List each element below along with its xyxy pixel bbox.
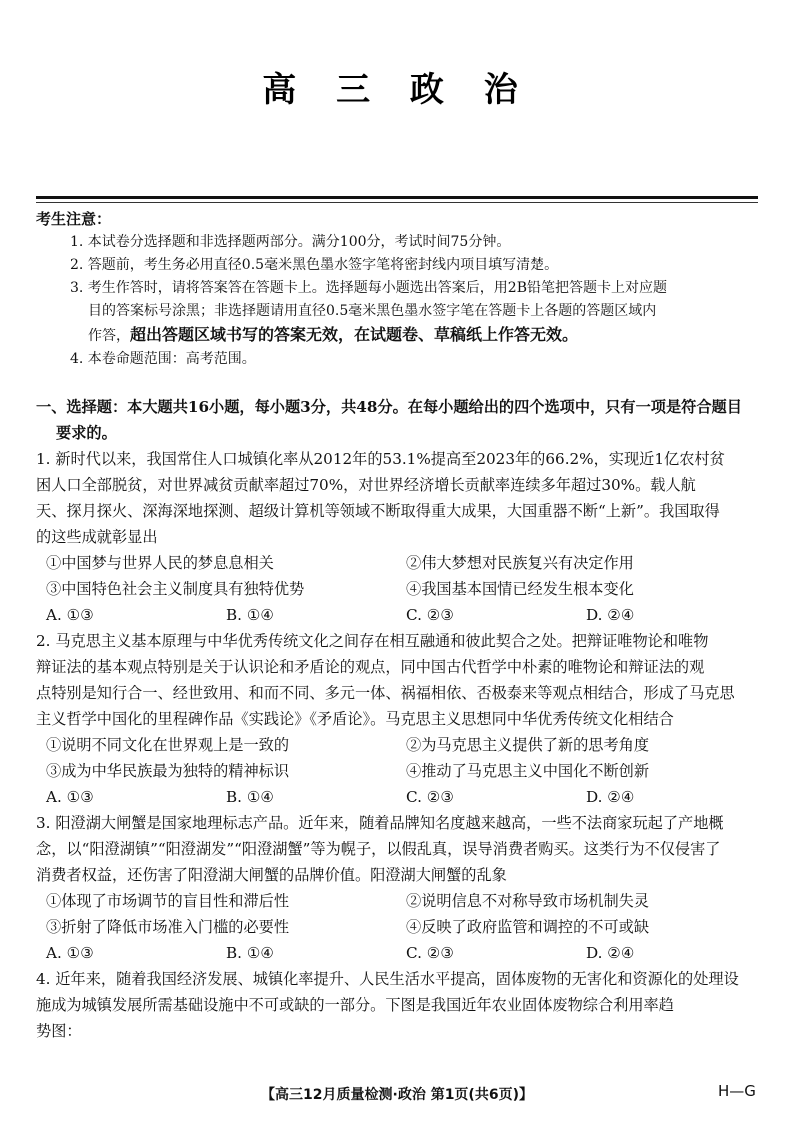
note-4: 4. 本卷命题范围：高考范围。 (70, 351, 256, 367)
paper-code: H—G (718, 1082, 756, 1100)
question-stem-line: 1. 新时代以来，我国常住人口城镇化率从2012年的53.1%提高至2023年的66.2%，实现近1亿农村贫 (36, 450, 725, 468)
note-3-cont-2 (36, 323, 766, 348)
question-stem-line: 念，以“阳澄湖镇”“阳澄湖发”“阳澄湖蟹”等为幌子，以假乱真，误导消费者购买。这类行为不仅侵害了 (36, 840, 721, 858)
note-2: 2. 答题前，考生务必用直径0.5毫米黑色墨水签字笔将密封线内项目填写清楚。 (70, 257, 559, 273)
note-1: 1. 本试卷分选择题和非选择题两部分。满分100分，考试时间75分钟。 (70, 234, 511, 250)
option-3: ③成为中华民族最为独特的精神标识 (46, 762, 289, 780)
note-3-emphasis: 超出答题区域书写的答案无效，在试题卷、草稿纸上作答无效。 (130, 325, 579, 344)
answer-c: C. ②③ (406, 788, 454, 806)
option-4: ④我国基本国情已经发生根本变化 (406, 580, 634, 598)
page-footer: 【高三12月质量检测·政治 第1页(共6页)】 (261, 1087, 533, 1103)
section-heading: 一、选择题：本大题共16小题，每小题3分，共48分。在每小题给出的四个选项中，只有一项是符合题目 (36, 398, 742, 416)
note-3-cont: 目的答案标号涂黑；非选择题请用直径0.5毫米黑色墨水签字笔在答题卡上各题的答题区域内 (88, 303, 657, 319)
option-4: ④反映了政府监管和调控的不可或缺 (406, 918, 649, 936)
question-stem-line: 天、探月探火、深海深地探测、超级计算机等领域不断取得重大成果，大国重器不断“上新”。我国取得 (36, 502, 720, 520)
option-2: ②为马克思主义提供了新的思考角度 (406, 736, 649, 754)
question-stem-line: 施成为城镇发展所需基础设施中不可或缺的一部分。下图是我国近年农业固体废物综合利用率趋 (36, 996, 674, 1014)
answer-d: D. ②④ (586, 606, 635, 624)
note-3-plain: 作答， (88, 328, 130, 344)
question-stem-line: 4. 近年来，随着我国经济发展、城镇化率提升、人民生活水平提高，固体废物的无害化和资源化的处理设 (36, 970, 739, 988)
page-title: 高 三 政 治 (262, 70, 532, 110)
option-3: ③中国特色社会主义制度具有独特优势 (46, 580, 305, 598)
answer-row (36, 602, 766, 628)
answer-a: A. ①③ (46, 788, 94, 806)
question-stem-line: 困人口全部脱贫，对世界减贫贡献率超过70%，对世界经济增长贡献率连续多年超过30%。载人航 (36, 476, 696, 494)
question-4 (36, 966, 766, 1044)
option-2: ②说明信息不对称导致市场机制失灵 (406, 892, 649, 910)
answer-c: C. ②③ (406, 606, 454, 624)
option-row (36, 732, 766, 758)
question-stem-line: 的这些成就彰显出 (36, 528, 158, 546)
question-stem-line: 消费者权益，还伤害了阳澄湖大闸蟹的品牌价值。阳澄湖大闸蟹的乱象 (36, 866, 507, 884)
question-stem-line: 辩证法的基本观点特别是关于认识论和矛盾论的观点，同中国古代哲学中朴素的唯物论和辩证法的观 (36, 658, 705, 676)
section-heading-cont: 要求的。 (56, 424, 117, 442)
question-1 (36, 446, 766, 628)
answer-d: D. ②④ (586, 944, 635, 962)
answer-row (36, 784, 766, 810)
answer-b: B. ①④ (226, 944, 275, 962)
question-stem-line: 点特别是知行合一、经世致用、和而不同、多元一体、祸福相依、否极泰来等观点相结合，形成了马克思 (36, 684, 735, 702)
answer-b: B. ①④ (226, 606, 275, 624)
option-row (36, 758, 766, 784)
header-divider-thin (36, 202, 758, 203)
option-1: ①体现了市场调节的盲目性和滞后性 (46, 892, 289, 910)
header-divider (36, 196, 758, 199)
answer-a: A. ①③ (46, 606, 94, 624)
option-4: ④推动了马克思主义中国化不断创新 (406, 762, 649, 780)
option-row (36, 914, 766, 940)
option-2: ②伟大梦想对民族复兴有决定作用 (406, 554, 634, 572)
question-stem-line: 3. 阳澄湖大闸蟹是国家地理标志产品。近年来，随着品牌知名度越来越高，一些不法商家玩起了产地概 (36, 814, 724, 832)
notes-heading: 考生注意： (36, 210, 112, 228)
question-2 (36, 628, 766, 810)
exam-notes (36, 208, 766, 371)
question-stem-line: 主义哲学中国化的里程碑作品《实践论》《矛盾论》。马克思主义思想同中华优秀传统文化相结合 (36, 710, 674, 728)
option-1: ①中国梦与世界人民的梦息息相关 (46, 554, 274, 572)
answer-row (36, 940, 766, 966)
exam-body (36, 394, 766, 1044)
option-row (36, 888, 766, 914)
option-3: ③折射了降低市场准入门槛的必要性 (46, 918, 289, 936)
option-1: ①说明不同文化在世界观上是一致的 (46, 736, 289, 754)
option-row (36, 550, 766, 576)
question-stem-line: 2. 马克思主义基本原理与中华优秀传统文化之间存在相互融通和彼此契合之处。把辩证唯物论和唯物 (36, 632, 709, 650)
answer-c: C. ②③ (406, 944, 454, 962)
answer-d: D. ②④ (586, 788, 635, 806)
option-row (36, 576, 766, 602)
question-stem-line: 势图： (36, 1022, 82, 1040)
question-3 (36, 810, 766, 966)
answer-a: A. ①③ (46, 944, 94, 962)
note-3: 3. 考生作答时，请将答案答在答题卡上。选择题每小题选出答案后，用2B铅笔把答题卡上对应题 (70, 280, 668, 296)
answer-b: B. ①④ (226, 788, 275, 806)
